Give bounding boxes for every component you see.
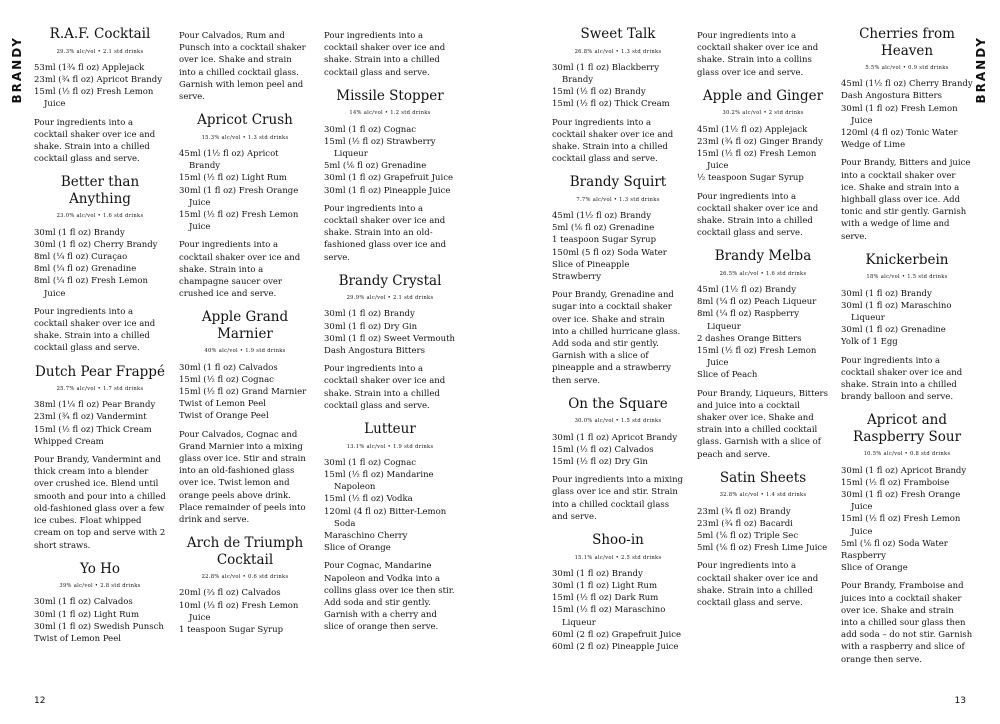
recipe-title: R.A.F. Cocktail — [49, 26, 151, 42]
recipe-stats: 30.0% alc/vol • 1.5 std drinks — [574, 418, 662, 425]
ingredient: Slice of Pineapple — [552, 259, 630, 270]
ingredient: 38ml (1¼ fl oz) Pear Brandy — [34, 400, 156, 411]
ingredient: 15ml (½ fl oz) Grand Marnier — [179, 386, 307, 397]
ingredient: 30ml (1 fl oz) Fresh Lemon Juice — [841, 103, 958, 126]
ingredient: 15ml (½ fl oz) Cognac — [179, 374, 274, 385]
recipe-stats: 39% alc/vol • 2.8 std drinks — [59, 583, 141, 590]
ingredient: 23ml (¾ fl oz) Ginger Brandy — [697, 136, 823, 147]
recipe-title: Better than Anything — [60, 174, 140, 207]
recipe-title: Apple and Ginger — [702, 87, 824, 104]
ingredient: 45ml (1½ fl oz) Applejack — [697, 124, 808, 135]
recipe-stats: 5.5% alc/vol • 0.9 std drinks — [865, 65, 949, 71]
ingredient: 15ml (½ fl oz) Brandy — [552, 87, 646, 98]
ingredient: 8ml (¼ fl oz) Grenadine — [34, 264, 137, 275]
recipe — [552, 532, 684, 659]
column-1 — [34, 24, 166, 651]
recipe — [324, 421, 456, 634]
recipe-title: On the Square — [568, 395, 668, 412]
recipe — [697, 470, 829, 609]
ingredient: 20ml (⅔ fl oz) Calvados — [179, 588, 281, 599]
recipe-stats: 26.8% alc/vol • 1.3 std drinks — [574, 48, 662, 55]
ingredient: Slice of Peach — [697, 370, 758, 381]
ingredient: 30ml (1 fl oz) Cognac — [324, 124, 417, 135]
ingredient: 30ml (1 fl oz) Apricot Brandy — [552, 432, 678, 443]
ingredient: 30ml (1 fl oz) Light Rum — [34, 609, 140, 620]
ingredient: Slice of Orange — [324, 543, 391, 554]
recipe — [324, 88, 456, 264]
ingredient: 30ml (1 fl oz) Brandy — [841, 288, 932, 299]
ingredient: 30ml (1 fl oz) Cognac — [324, 457, 417, 468]
spacer — [179, 636, 311, 642]
recipe-title: Brandy Squirt — [569, 174, 667, 191]
recipe-method: Pour ingredients into a cocktail shaker over ice and shake. Strain into a chilled cocktail glass and serve. — [34, 306, 156, 354]
recipe-stats: 40% alc/vol • 1.9 std drinks — [204, 348, 286, 355]
ingredient: 30ml (1 fl oz) Grenadine — [841, 325, 946, 336]
recipe — [841, 412, 973, 665]
recipe — [697, 30, 829, 79]
ingredient: 15ml (½ fl oz) Calvados — [552, 444, 654, 455]
recipe-stats: 23.0% alc/vol • 1.6 std drinks — [56, 213, 144, 220]
recipe-title: Brandy Crystal — [338, 272, 442, 289]
ingredient: 30ml (1 fl oz) Brandy — [34, 227, 125, 238]
ingredient: 8ml (¼ fl oz) Raspberry Liqueur — [697, 309, 799, 332]
ingredient: 30ml (1 fl oz) Blackberry Brandy — [552, 62, 660, 85]
ingredient: 8ml (¼ fl oz) Fresh Lemon Juice — [34, 276, 148, 299]
ingredient: 15ml (½ fl oz) Fresh Lemon Juice — [697, 346, 817, 369]
recipe-title: Yo Ho — [79, 560, 121, 577]
recipe-stats: 10.5% alc/vol • 0.8 std drinks — [863, 451, 951, 458]
recipe-stats: 18% alc/vol • 1.5 std drinks — [866, 274, 948, 281]
ingredient: 150ml (5 fl oz) Soda Water — [552, 247, 667, 258]
recipe — [324, 273, 456, 412]
section-label: BRANDY — [974, 36, 988, 104]
recipe-method: Pour Brandy, Vandermint and thick cream into a blender over crushed ice. Blend until smooth and pour into a chilled old-fashioned glass over a few ice cubes. Float whipped cream on top and serve with 2 short straws. — [34, 455, 166, 551]
recipe — [34, 174, 166, 354]
recipe-title: Shoo-in — [592, 532, 644, 548]
recipe-method: Pour Brandy, Framboise and juices into a cocktail shaker over ice. Shake and strain into a chilled sour glass then add soda – do not stir. Garnish with a raspberry and slice of orange then serve. — [841, 581, 973, 665]
ingredient: 30ml (1 fl oz) Cherry Brandy — [34, 239, 158, 250]
ingredient: 45ml (1½ fl oz) Apricot Brandy — [179, 148, 279, 172]
ingredient: 15ml (½ fl oz) Fresh Lemon Juice — [34, 87, 154, 110]
ingredient: 30ml (1 fl oz) Sweet Vermouth — [324, 333, 455, 344]
ingredient: 23ml (¾ fl oz) Bacardi — [697, 518, 793, 529]
recipe-title: Brandy Melba — [714, 248, 812, 265]
ingredient: 15ml (½ fl oz) Thick Cream — [34, 424, 152, 435]
page-number-right: 13 — [954, 696, 966, 706]
ingredient: 5ml (⅙ fl oz) Fresh Lime Juice — [697, 543, 828, 554]
ingredient: 45ml (1½ fl oz) Cherry Brandy — [841, 79, 973, 90]
recipe-title: Apricot Crush — [197, 112, 293, 129]
recipe-method: Pour Brandy, Bitters and juice into a cocktail shaker over ice. Shake and strain into a highball glass over ice. Add tonic and stir gently. Garnish with a wedge of lime and serve. — [841, 158, 971, 242]
recipe — [34, 26, 166, 165]
spacer — [552, 653, 684, 659]
recipe — [34, 561, 166, 652]
ingredient: 5ml (⅙ fl oz) Grenadine — [552, 223, 655, 234]
recipe-method: Pour ingredients into a cocktail shaker over ice and shake. Strain into a chilled cocktail glass and serve. — [324, 364, 446, 411]
ingredient: Raspberry — [841, 551, 886, 561]
ingredient: 23ml (¾ fl oz) Brandy — [697, 506, 791, 517]
ingredient: Twist of Lemon Peel — [179, 399, 266, 410]
recipe — [552, 396, 684, 523]
ingredient: 30ml (1 fl oz) Maraschino Liqueur — [841, 300, 952, 323]
ingredient: 8ml (¼ fl oz) Curaçao — [34, 251, 128, 262]
recipe — [552, 26, 684, 165]
ingredient: 8ml (¼ fl oz) Peach Liqueur — [697, 297, 817, 308]
ingredient: 30ml (1 fl oz) Swedish Punsch — [34, 621, 164, 632]
section-label: BRANDY — [10, 36, 24, 104]
recipe-stats: 26.5% alc/vol • 1.6 std drinks — [719, 270, 807, 277]
recipe-stats: 15.3% alc/vol • 1.3 std drinks — [201, 134, 289, 141]
recipe — [697, 248, 829, 461]
recipe-stats: 29.9% alc/vol • 2.1 std drinks — [346, 295, 434, 302]
recipe-title: Sweet Talk — [580, 26, 656, 42]
recipe-method: Pour Brandy, Grenadine and sugar into a cocktail shaker over ice. Shake and strain into a chilled hurricane glass. Add soda and stir gently. Garnish with a slice of pineapple and a strawberry then serve. — [552, 290, 681, 386]
recipe-stats: 29.3% alc/vol • 2.1 std drinks — [56, 48, 144, 55]
ingredient: 5ml (⅙ fl oz) Soda Water — [841, 538, 948, 549]
column-4 — [552, 24, 684, 659]
ingredient: 30ml (1 fl oz) Fresh Orange Juice — [841, 489, 961, 513]
recipe-method: Pour ingredients into a mixing glass over ice and stir. Strain into a chilled cocktail glass and serve. — [552, 475, 684, 522]
ingredient: 60ml (2 fl oz) Grapefruit Juice — [552, 629, 682, 640]
recipe — [179, 309, 311, 526]
recipe-method: Pour ingredients into a cocktail shaker over ice and shake. Strain into a collins glass over ice and serve. — [697, 31, 819, 78]
ingredient: 5ml (⅙ fl oz) Triple Sec — [697, 531, 799, 541]
recipe-method: Pour ingredients into a cocktail shaker over ice and shake. Strain into a chilled cocktail glass and serve. — [324, 31, 446, 78]
recipe-method: Pour Brandy, Liqueurs, Bitters and juice into a cocktail shaker over ice. Shake and strain into a chilled cocktail glass. Garnish with a slice of peach and serve. — [697, 388, 828, 460]
recipe-method: Pour Calvados, Cognac and Grand Marnier into a mixing glass over ice. Stir and strain into an old-fashioned glass over ice. Twist lemon and orange peels above drink. Place remainder of peels into drink and serve. — [179, 429, 306, 525]
recipe-stats: 15.1% alc/vol • 2.5 std drinks — [574, 554, 662, 561]
recipe-title: Satin Sheets — [719, 469, 807, 486]
ingredient: 30ml (1 fl oz) Pineapple Juice — [324, 185, 451, 196]
ingredient: Slice of Orange — [841, 563, 908, 574]
spacer — [34, 645, 166, 651]
recipe-method: Pour ingredients into a cocktail shaker over ice and shake. Strain into a chilled brandy balloon and serve. — [841, 355, 963, 403]
ingredient: 23ml (¾ fl oz) Vandermint — [34, 412, 147, 423]
ingredient: 23ml (¾ fl oz) Apricot Brandy — [34, 74, 162, 85]
recipe-stats: 25.7% alc/vol • 1.7 std drinks — [56, 386, 144, 393]
ingredient: 30ml (1 fl oz) Apricot Brandy — [841, 465, 967, 476]
recipe-method: Pour ingredients into a cocktail shaker over ice and shake. Strain into a champagne saucer over crushed ice and serve. — [179, 240, 301, 300]
recipe — [179, 30, 311, 103]
ingredient: Twist of Lemon Peel — [34, 634, 121, 645]
ingredient: 30ml (1 fl oz) Calvados — [34, 597, 133, 608]
ingredient: 15ml (½ fl oz) Fresh Lemon Juice — [179, 209, 299, 233]
ingredient: 1 teaspoon Sugar Syrup — [552, 235, 657, 246]
ingredient: 30ml (1 fl oz) Dry Gin — [324, 321, 418, 332]
recipe-title: Arch de Triumph Cocktail — [186, 535, 304, 568]
recipe — [697, 88, 829, 240]
recipe-title: Lutteur — [364, 421, 416, 438]
recipe-stats: 30.2% alc/vol • 2 std drinks — [722, 110, 804, 117]
ingredient: 10ml (⅓ fl oz) Fresh Lemon Juice — [179, 600, 299, 623]
recipe — [179, 535, 311, 642]
recipe — [552, 174, 684, 387]
recipe-method: Pour ingredients into a cocktail shaker over ice and shake. Strain into a chilled cocktail glass and serve. — [697, 191, 819, 239]
ingredient: 120ml (4 fl oz) Tonic Water — [841, 128, 958, 139]
recipe-stats: 22.8% alc/vol • 0.6 std drinks — [201, 574, 289, 581]
recipe-method: Pour ingredients into a cocktail shaker over ice and shake. Strain into a chilled cocktail glass and serve. — [34, 117, 156, 165]
ingredient: 120ml (4 fl oz) Bitter-Lemon Soda — [324, 506, 447, 529]
recipe-method: Pour ingredients into a cocktail shaker over ice and shake. Strain into an old-fashioned glass over ice and serve. — [324, 203, 447, 263]
recipe-method: Pour Calvados, Rum and Punsch into a cocktail shaker over ice. Shake and strain into a chilled cocktail glass. Garnish with lemon peel and serve. — [179, 31, 306, 103]
recipe-method: Pour ingredients into a cocktail shaker over ice and shake. Strain into a chilled cocktail glass and serve. — [697, 561, 819, 609]
ingredient: 1 teaspoon Sugar Syrup — [179, 625, 284, 636]
ingredient: 45ml (1½ fl oz) Brandy — [697, 285, 797, 296]
ingredient: 15ml (½ fl oz) Fresh Lemon Juice — [841, 514, 961, 537]
recipe — [34, 364, 166, 552]
page-number-left: 12 — [34, 696, 46, 706]
ingredient: 2 dashes Orange Bitters — [697, 333, 802, 344]
ingredient: 30ml (1 fl oz) Brandy — [552, 568, 643, 579]
column-3 — [324, 24, 456, 643]
ingredient: 45ml (1½ fl oz) Brandy — [552, 211, 652, 222]
ingredient: 15ml (½ fl oz) Mandarine Napoleon — [324, 469, 434, 493]
ingredient: 5ml (⅙ fl oz) Grenadine — [324, 161, 427, 172]
ingredient: 30ml (1 fl oz) Calvados — [179, 362, 278, 373]
ingredient: 15ml (½ fl oz) Dry Gin — [552, 456, 648, 467]
recipe-title: Dutch Pear Frappé — [35, 363, 165, 380]
recipe-title: Knickerbein — [865, 251, 949, 268]
recipe-title: Apple Grand Marnier — [201, 309, 289, 342]
column-5 — [697, 24, 829, 618]
recipe-stats: 32.8% alc/vol • 1.4 std drinks — [719, 492, 807, 499]
ingredient: 15ml (½ fl oz) Fresh Lemon Juice — [697, 148, 817, 172]
recipe-title: Apricot and Raspberry Sour — [852, 412, 962, 445]
recipe-method: Pour ingredients into a cocktail shaker over ice and shake. Strain into a chilled cocktail glass and serve. — [552, 117, 674, 165]
ingredient: 15ml (½ fl oz) Thick Cream — [552, 99, 670, 110]
ingredient: 15ml (½ fl oz) Light Rum — [179, 173, 287, 184]
ingredient: Dash Angostura Bitters — [841, 91, 942, 102]
ingredient: 60ml (2 fl oz) Pineapple Juice — [552, 641, 679, 652]
recipe — [841, 252, 973, 404]
ingredient: Whipped Cream — [34, 436, 104, 447]
recipe-title: Missile Stopper — [336, 87, 444, 104]
recipe — [324, 30, 456, 79]
ingredient: Twist of Orange Peel — [179, 411, 269, 422]
column-6 — [841, 24, 973, 675]
ingredient: 53ml (1¾ fl oz) Applejack — [34, 62, 145, 73]
ingredient: 15ml (½ fl oz) Dark Rum — [552, 593, 659, 604]
ingredient: 15ml (½ fl oz) Strawberry Liqueur — [324, 136, 436, 159]
recipe-stats: 13.1% alc/vol • 1.9 std drinks — [346, 443, 434, 450]
ingredient: Dash Angostura Bitters — [324, 346, 425, 357]
ingredient: 30ml (1 fl oz) Brandy — [324, 309, 415, 320]
recipe-stats: 14% alc/vol • 1.2 std drinks — [349, 110, 431, 117]
recipe — [179, 112, 311, 300]
ingredient: 15ml (½ fl oz) Framboise — [841, 477, 950, 488]
recipe-method: Pour Cognac, Mandarine Napoleon and Vodka into a collins glass over ice then stir. Add soda and stir gently. Garnish with a cherry and slice of orange then serve. — [324, 561, 455, 633]
ingredient: Wedge of Lime — [841, 140, 906, 151]
column-2 — [179, 24, 311, 642]
ingredient: 15ml (½ fl oz) Vodka — [324, 494, 413, 505]
ingredient: Maraschino Cherry — [324, 531, 408, 541]
ingredient: Yolk of 1 Egg — [841, 337, 898, 348]
recipe-stats: 7.7% alc/vol • 1.3 std drinks — [576, 196, 660, 203]
ingredient: 15ml (½ fl oz) Maraschino Liqueur — [552, 605, 666, 628]
ingredient: 30ml (1 fl oz) Light Rum — [552, 580, 658, 591]
ingredient: 30ml (1 fl oz) Grapefruit Juice — [324, 173, 454, 184]
recipe-title: Cherries from Heaven — [859, 26, 955, 59]
recipe — [841, 26, 973, 243]
ingredient: ½ teaspoon Sugar Syrup — [697, 173, 804, 184]
ingredient: Strawberry — [552, 272, 602, 283]
ingredient: 30ml (1 fl oz) Fresh Orange Juice — [179, 185, 299, 208]
